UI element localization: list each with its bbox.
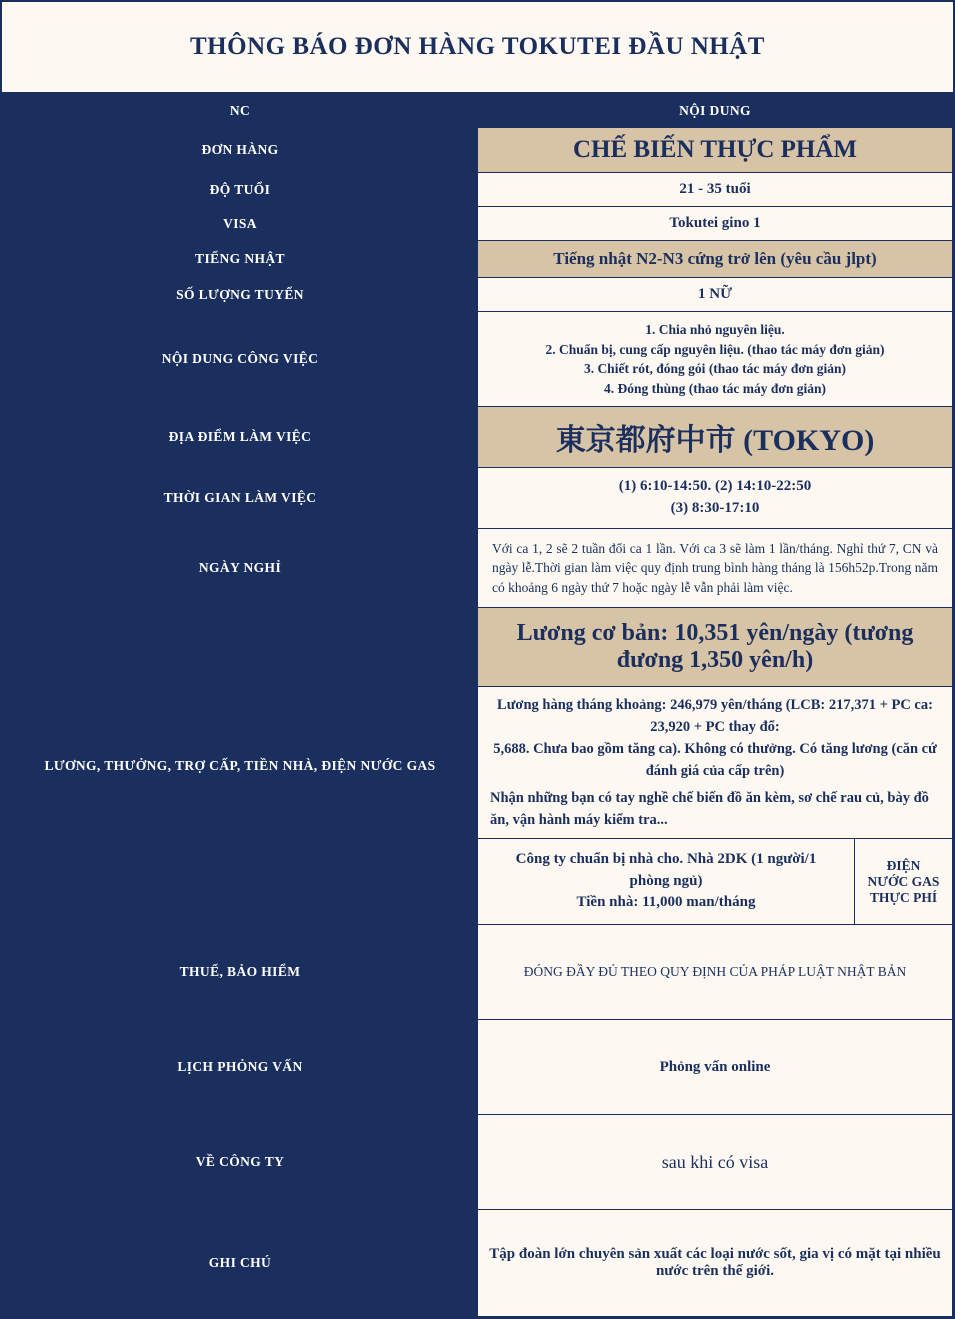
row-value-thue-bao-hiem: ĐÓNG ĐẦY ĐỦ THEO QUY ĐỊNH CỦA PHÁP LUẬT NHẬT BẢN xyxy=(478,925,953,1020)
utilities-info: ĐIỆN NƯỚC GAS THỰC PHÍ xyxy=(867,857,940,905)
table-row xyxy=(3,173,953,207)
housing-line: phòng ngủ) xyxy=(629,872,703,889)
table-row xyxy=(3,925,953,1020)
table-row xyxy=(3,278,953,312)
row-label-so-luong-tuyen: SỐ LƯỢNG TUYỂN xyxy=(3,278,478,312)
table-row xyxy=(3,1115,953,1210)
row-label-ghi-chu: GHI CHÚ xyxy=(3,1210,478,1317)
table-row xyxy=(3,241,953,278)
row-label-ngay-nghi: NGÀY NGHỈ xyxy=(3,528,478,608)
salary-detail xyxy=(478,687,952,839)
base-salary-headline: Lương cơ bản: 10,351 yên/ngày (tương đương 1,350 yên/h) xyxy=(478,608,952,687)
housing-info xyxy=(478,839,855,924)
housing-utilities-split xyxy=(478,839,952,924)
row-label-noi-dung-cong-viec: NỘI DUNG CÔNG VIỆC xyxy=(3,312,478,407)
row-value-luong xyxy=(478,608,953,925)
table-row xyxy=(3,1020,953,1115)
shift-line: (3) 8:30-17:10 xyxy=(670,500,760,516)
row-label-thue-bao-hiem: THUẾ, BẢO HIỂM xyxy=(3,925,478,1020)
salary-detail-line: 5,688. Chưa bao gồm tăng ca). Không có thưởng. Có tăng lương (căn cứ đánh giá của cấp trên) xyxy=(493,740,937,779)
row-label-lich-phong-van: LỊCH PHỎNG VẤN xyxy=(3,1020,478,1115)
row-label-do-tuoi: ĐỘ TUỔI xyxy=(3,173,478,207)
job-task-line: 4. Đóng thùng (thao tác máy đơn giản) xyxy=(603,380,826,396)
row-label-ve-cong-ty: VỀ CÔNG TY xyxy=(3,1115,478,1210)
table-row xyxy=(3,407,953,468)
row-value-thoi-gian xyxy=(478,468,953,529)
table-row xyxy=(3,608,953,925)
row-label-thoi-gian: THỜI GIAN LÀM VIỆC xyxy=(3,468,478,529)
order-details-table xyxy=(2,94,953,1317)
job-task-line: 1. Chia nhỏ nguyên liệu. xyxy=(645,322,785,337)
shift-line: (1) 6:10-14:50. (2) 14:10-22:50 xyxy=(618,478,812,495)
table-row xyxy=(3,1210,953,1317)
row-value-so-luong-tuyen: 1 NỮ xyxy=(478,278,953,312)
row-value-lich-phong-van: Phỏng vấn online xyxy=(478,1020,953,1115)
job-task-line: 3. Chiết rót, đóng gói (thao tác máy đơn giản) xyxy=(583,361,847,377)
table-row xyxy=(3,528,953,608)
row-value-ngay-nghi: Với ca 1, 2 sẽ 2 tuần đổi ca 1 lần. Với ca 3 sẽ làm 1 lần/tháng. Nghỉ thứ 7, CN và ngày lễ.Thời gian làm việc quy định trung bình hàng tháng là 156h52p.Trong năm có khoảng 6 ngày thứ 7 hoặc ngày lễ vẫn phải làm việc. xyxy=(478,528,953,608)
row-value-tieng-nhat: Tiếng nhật N2-N3 cứng trở lên (yêu cầu jlpt) xyxy=(478,241,953,278)
table-header-row xyxy=(3,95,953,128)
document-title-bar xyxy=(2,2,953,94)
salary-detail-line: Lương hàng tháng khoảng: 246,979 yên/tháng (LCB: 217,371 + PC ca: 23,920 + PC thay đổ: xyxy=(497,697,933,736)
row-value-noi-dung-cong-viec xyxy=(478,312,953,407)
salary-note: Nhận những bạn có tay nghề chế biến đồ ăn kèm, sơ chế rau củ, bày đồ ăn, vận hành máy kiểm tra... xyxy=(490,790,929,829)
row-value-dia-diem: 東京都府中市 (TOKYO) xyxy=(478,407,953,468)
housing-line: Tiền nhà: 11,000 man/tháng xyxy=(576,894,756,911)
table-row xyxy=(3,128,953,173)
table-row xyxy=(3,468,953,529)
job-task-line: 2. Chuẩn bị, cung cấp nguyên liệu. (thao tác máy đơn giản) xyxy=(545,341,885,357)
housing-line: Công ty chuẩn bị nhà cho. Nhà 2DK (1 người/1 xyxy=(515,850,817,867)
row-value-do-tuoi: 21 - 35 tuổi xyxy=(478,173,953,207)
row-label-visa: VISA xyxy=(3,207,478,241)
row-value-visa: Tokutei gino 1 xyxy=(478,207,953,241)
row-label-dia-diem: ĐỊA ĐIỂM LÀM VIỆC xyxy=(3,407,478,468)
row-value-ghi-chu: Tập đoàn lớn chuyên sản xuất các loại nước sốt, gia vị có mặt tại nhiều nước trên thế giới. xyxy=(478,1210,953,1317)
row-label-luong: LƯƠNG, THƯỞNG, TRỢ CẤP, TIỀN NHÀ, ĐIỆN NƯỚC GAS xyxy=(3,608,478,925)
page-title: THÔNG BÁO ĐƠN HÀNG TOKUTEI ĐẦU NHẬT xyxy=(190,33,765,60)
row-label-tieng-nhat: TIẾNG NHẬT xyxy=(3,241,478,278)
column-header-nc: NC xyxy=(3,95,478,128)
column-header-noi-dung: NỘI DUNG xyxy=(478,95,953,128)
row-value-ve-cong-ty: sau khi có visa xyxy=(478,1115,953,1210)
table-row xyxy=(3,312,953,407)
row-value-don-hang: CHẾ BIẾN THỰC PHẨM xyxy=(478,128,953,173)
table-row xyxy=(3,207,953,241)
row-label-don-hang: ĐƠN HÀNG xyxy=(3,128,478,173)
